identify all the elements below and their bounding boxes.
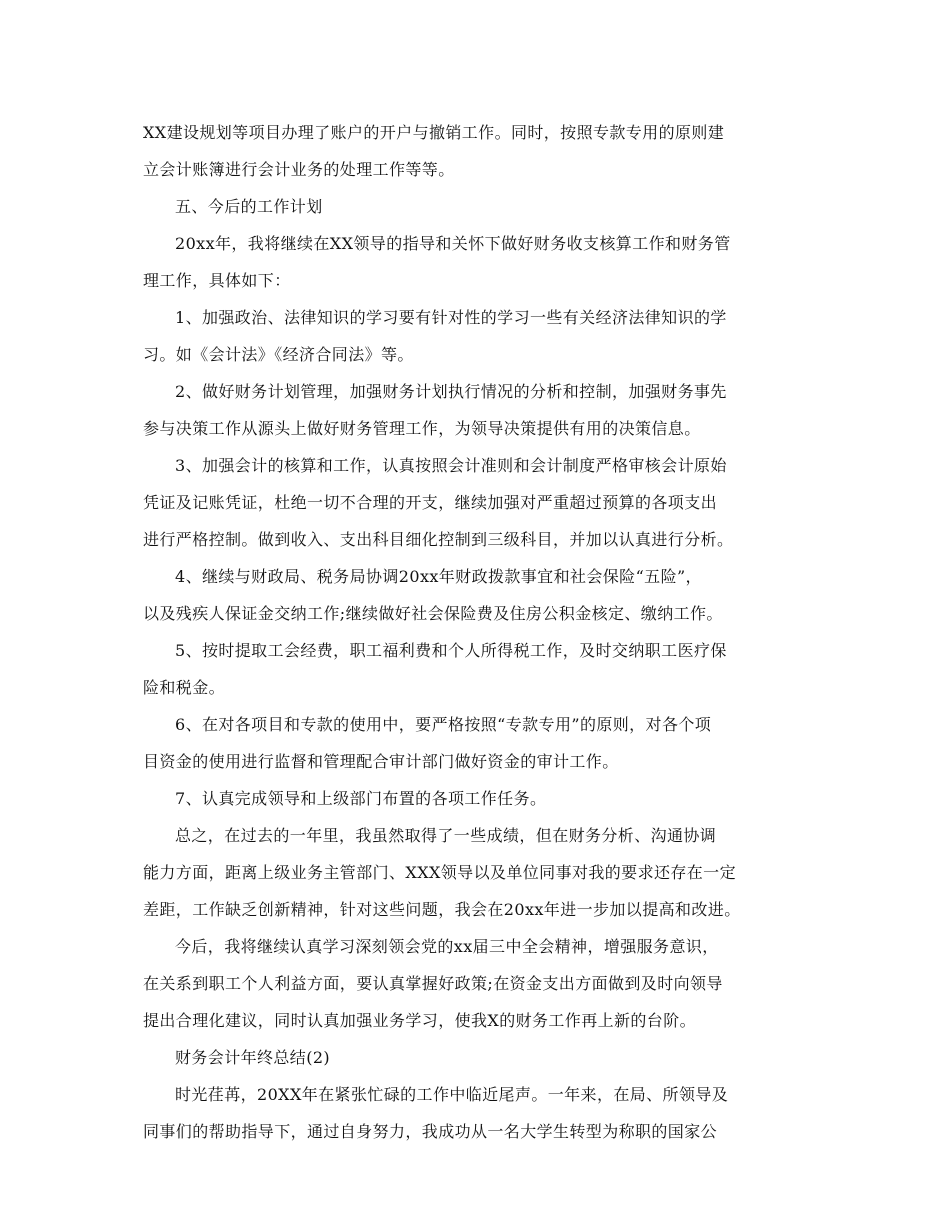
text-line: 同事们的帮助指导下，通过自身努力，我成功从一名大学生转型为称职的国家公 bbox=[143, 1122, 718, 1141]
text-line: 时光荏苒，20XX年在紧张忙碌的工作中临近尾声。一年来，在局、所领导及 bbox=[175, 1085, 729, 1104]
text-line: 以及残疾人保证金交纳工作;继续做好社会保险费及住房公积金核定、缴纳工作。 bbox=[143, 604, 723, 623]
list-item-7: 7、认真完成领导和上级部门布置的各项工作任务。 bbox=[175, 789, 547, 808]
text-line: 能力方面，距离上级业务主管部门、XXX领导以及单位同事对我的要求还存在一定 bbox=[143, 863, 736, 882]
text-line: 差距，工作缺乏创新精神，针对这些问题，我会在20xx年进一步加以提高和改进。 bbox=[143, 900, 741, 919]
list-item-2: 2、做好财务计划管理，加强财务计划执行情况的分析和控制，加强财务事先 bbox=[175, 382, 727, 401]
list-item-3: 3、加强会计的核算和工作，认真按照会计准则和会计制度严格审核会计原始 bbox=[175, 456, 727, 475]
text-line: 凭证及记账凭证，杜绝一切不合理的开支，继续加强对严重超过预算的各项支出 bbox=[143, 493, 718, 512]
future-paragraph: 今后，我将继续认真学习深刻领会党的xx届三中全会精神，增强服务意识， bbox=[175, 937, 719, 956]
text-line: XX建设规划等项目办理了账户的开户与撤销工作。同时，按照专款专用的原则建 bbox=[143, 123, 725, 142]
list-item-6: 6、在对各项目和专款的使用中，要严格按照“专款专用”的原则，对各个项 bbox=[175, 715, 712, 734]
list-item-5: 5、按时提取工会经费，职工福利费和个人所得税工作，及时交纳职工医疗保 bbox=[175, 641, 727, 660]
text-line: 理工作，具体如下： bbox=[143, 271, 291, 290]
text-line: 提出合理化建议，同时认真加强业务学习，使我X的财务工作再上新的台阶。 bbox=[143, 1011, 696, 1030]
text-line: 进行严格控制。做到收入、支出科目细化控制到三级科目，并加以认真进行分析。 bbox=[143, 530, 734, 549]
subtitle: 财务会计年终总结(2) bbox=[175, 1048, 331, 1067]
list-item-4: 4、继续与财政局、税务局协调20xx年财政拨款事宜和社会保险“五险”， bbox=[175, 567, 702, 586]
summary-paragraph: 总之，在过去的一年里，我虽然取得了一些成绩，但在财务分析、沟通协调 bbox=[175, 826, 717, 845]
list-item-1: 1、加强政治、法律知识的学习要有针对性的学习一些有关经济法律知识的学 bbox=[175, 308, 727, 327]
text-line: 20xx年，我将继续在XX领导的指导和关怀下做好财务收支核算工作和财务管 bbox=[175, 234, 731, 253]
text-line: 险和税金。 bbox=[143, 678, 226, 697]
section-heading: 五、今后的工作计划 bbox=[175, 197, 323, 216]
text-line: 立会计账簿进行会计业务的处理工作等等。 bbox=[143, 160, 455, 179]
text-line: 参与决策工作从源头上做好财务管理工作，为领导决策提供有用的决策信息。 bbox=[143, 419, 701, 438]
text-line: 在关系到职工个人利益方面，要认真掌握好政策;在资金支出方面做到及时向领导 bbox=[143, 974, 723, 993]
text-line: 习。如《会计法》《经济合同法》等。 bbox=[143, 345, 414, 364]
text-line: 目资金的使用进行监督和管理配合审计部门做好资金的审计工作。 bbox=[143, 752, 619, 771]
document-body bbox=[143, 114, 815, 1150]
